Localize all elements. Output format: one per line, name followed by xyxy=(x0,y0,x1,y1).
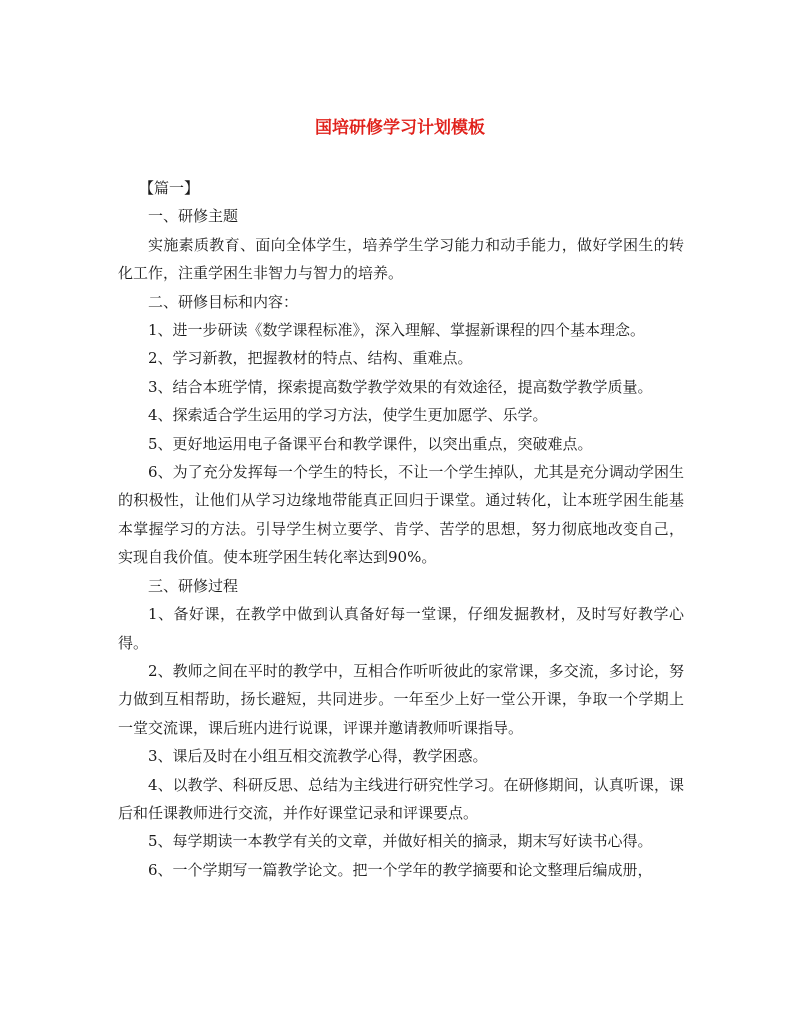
list-item: 3、结合本班学情，探索提高数学教学效果的有效途径，提高数学教学质量。 xyxy=(148,377,653,396)
list-item: 1、进一步研读《数学课程标准》，深入理解、掌握新课程的四个基本理念。 xyxy=(148,321,646,340)
document-title: 国培研修学习计划模板 xyxy=(315,118,485,138)
list-item: 4、以教学、科研反思、总结为主线进行研究性学习。在研修期间，认真听课，课后和任课教师进行交流，并作好课堂记录和评课要点。 xyxy=(118,775,684,822)
heading-goals-content: 二、研修目标和内容： xyxy=(148,292,299,311)
list-item: 1、备好课，在教学中做到认真备好每一堂课，仔细发掘教材，及时写好教学心得。 xyxy=(118,605,684,652)
list-item: 6、一个学期写一篇教学论文。把一个学年的教学摘要和论文整理后编成册， xyxy=(148,860,653,879)
heading-research-theme: 一、研修主题 xyxy=(148,207,239,226)
list-item: 2、学习新教，把握教材的特点、结构、重难点。 xyxy=(148,349,473,368)
list-item: 6、为了充分发挥每一个学生的特长，不让一个学生掉队，尤其是充分调动学困生的积极性，让他们从学习边缘地带能真正回归于课堂。通过转化，让本班学困生能基本掌握学习的方法。引导学生树立要学、肯学、苦学的思想，努力彻底地改变自己，实现自我价值。使本班学困生转化率达到90%。 xyxy=(118,463,684,567)
list-item: 5、每学期读一本教学有关的文章，并做好相关的摘录，期末写好读书心得。 xyxy=(148,832,653,851)
list-item: 2、教师之间在平时的教学中，互相合作听听彼此的家常课，多交流，多讨论，努力做到互相帮助，扬长避短，共同进步。一年至少上好一堂公开课，争取一个学期上一堂交流课，课后班内进行说课，评课并邀请教师听课指导。 xyxy=(118,661,684,737)
section-tag: 【篇一】 xyxy=(139,179,200,197)
list-item: 5、更好地运用电子备课平台和教学课件，以突出重点，突破难点。 xyxy=(148,434,593,453)
list-item: 4、探索适合学生运用的学习方法，使学生更加愿学、乐学。 xyxy=(148,406,548,425)
document-body xyxy=(118,174,684,884)
paragraph: 实施素质教育、面向全体学生，培养学生学习能力和动手能力，做好学困生的转化工作，注重学困生非智力与智力的培养。 xyxy=(118,235,684,283)
heading-research-process: 三、研修过程 xyxy=(148,576,239,595)
list-item: 3、课后及时在小组互相交流教学心得，教学困惑。 xyxy=(148,747,488,766)
